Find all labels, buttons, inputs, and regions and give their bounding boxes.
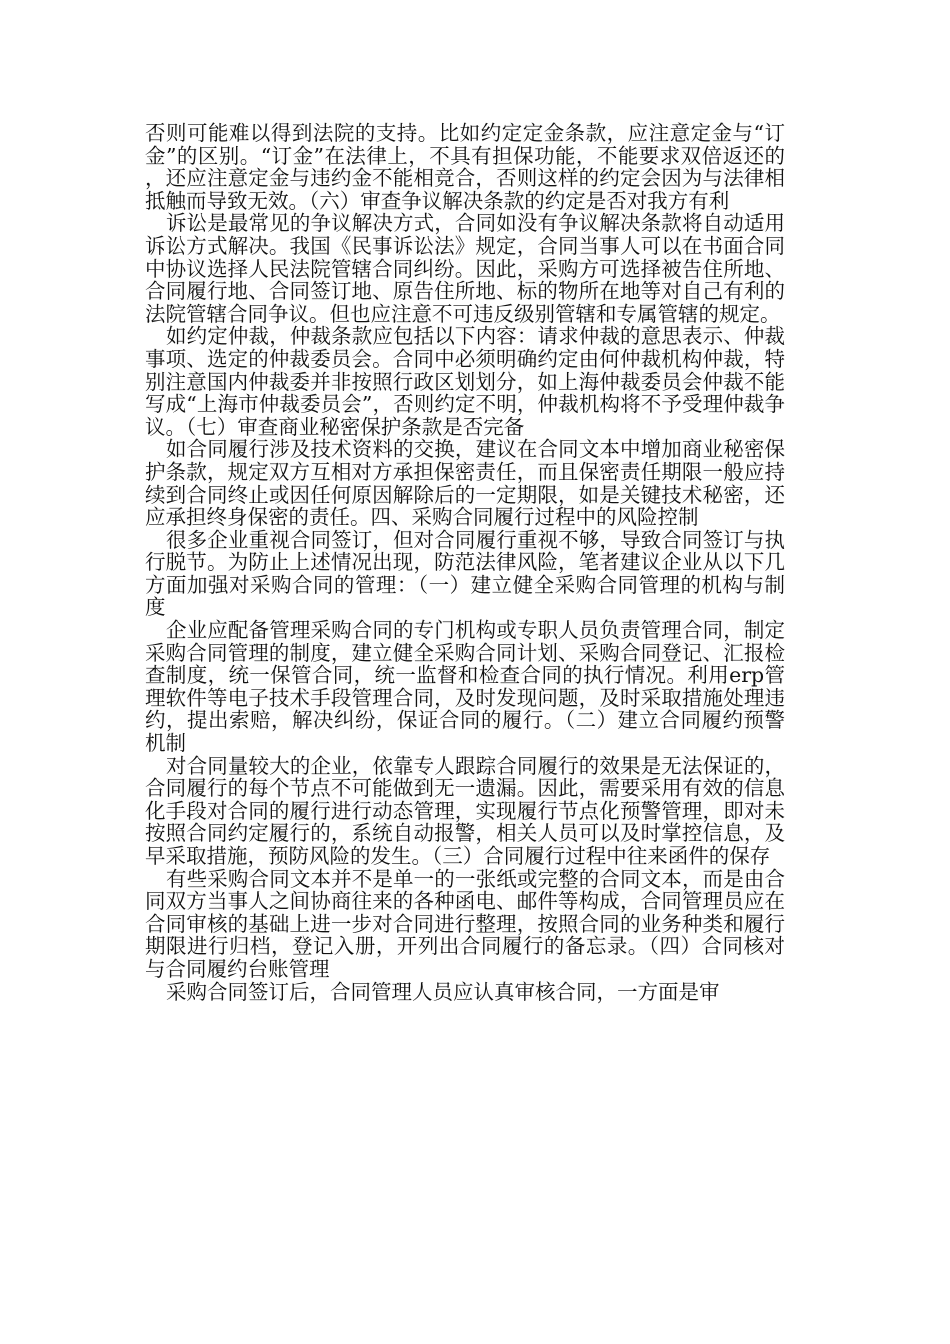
paragraph: 有些采购合同文本并不是单一的一张纸或完整的合同文本，而是由合同双方当事人之间协商往来的各种函电、邮件等构成，合同管理员应在合同审核的基础上进一步对合同进行整理，按照合同的业务种类和履行期限进行归档，登记入册，开列出合同履行的备忘录。（四）合同核对与合同履约台账管理 [145,866,785,981]
paragraph: 如合同履行涉及技术资料的交换，建议在合同文本中增加商业秘密保护条款，规定双方互相对方承担保密责任，而且保密责任期限一般应持续到合同终止或因任何原因解除后的一定期限，如是关键技术秘密，还应承担终身保密的责任。四、采购合同履行过程中的风险控制 [145,437,785,530]
paragraph: 采购合同签订后，合同管理人员应认真审核合同，一方面是审 [166,979,720,1004]
paragraph: 对合同量较大的企业，依靠专人跟踪合同履行的效果是无法保证的，合同履行的每个节点不可能做到无一遗漏。因此，需要采用有效的信息化手段对合同的履行进行动态管理，实现履行节点化预警管理，即对未按照合同约定履行的，系统自动报警，相关人员可以及时掌控信息，及早采取措施，预防风险的发生。（三）合同履行过程中往来函件的保存 [145,753,785,868]
paragraph: 诉讼是最常见的争议解决方式，合同如没有争议解决条款将自动适用诉讼方式解决。我国《民事诉讼法》规定，合同当事人可以在书面合同中协议选择人民法院管辖合同纠纷。因此，采购方可选择被告住所地、合同履行地、合同签订地、原告住所地、标的物所在地等对自己有利的法院管辖合同争议。但也应注意不可违反级别管辖和专属管辖的规定。 [145,211,785,326]
paragraph: 如约定仲裁，仲裁条款应包括以下内容：请求仲裁的意思表示、仲裁事项、选定的仲裁委员会。合同中必须明确约定由何仲裁机构仲裁，特别注意国内仲裁委并非按照行政区划划分，如上海仲裁委员会仲裁不能写成“上海市仲裁委员会”，否则约定不明，仲裁机构将不予受理仲裁争议。（七）审查商业秘密保护条款是否完备 [145,324,785,439]
paragraph: 企业应配备管理采购合同的专门机构或专职人员负责管理合同，制定采购合同管理的制度，建立健全采购合同计划、采购合同登记、汇报检查制度，统一保管合同，统一监督和检查合同的执行情况。利用erp管理软件等电子技术手段管理合同，及时发现问题，及时采取措施处理违约，提出索赔，解决纠纷，保证合同的履行。（二）建立合同履约预警机制 [145,618,785,756]
paragraph: 很多企业重视合同签订，但对合同履行重视不够，导致合同签订与执行脱节。为防止上述情况出现，防范法律风险，笔者建议企业从以下几方面加强对采购合同的管理：（一）建立健全采购合同管理的机构与制度 [145,527,785,620]
paragraph: 否则可能难以得到法院的支持。比如约定定金条款，应注意定金与“订金”的区别。“订金”在法律上，不具有担保功能，不能要求双倍返还的，还应注意定金与违约金不能相竞合，否则这样的约定会因为与法律相抵触而导致无效。（六）审查争议解决条款的约定是否对我方有利 [145,121,785,213]
document-body [145,122,785,1003]
